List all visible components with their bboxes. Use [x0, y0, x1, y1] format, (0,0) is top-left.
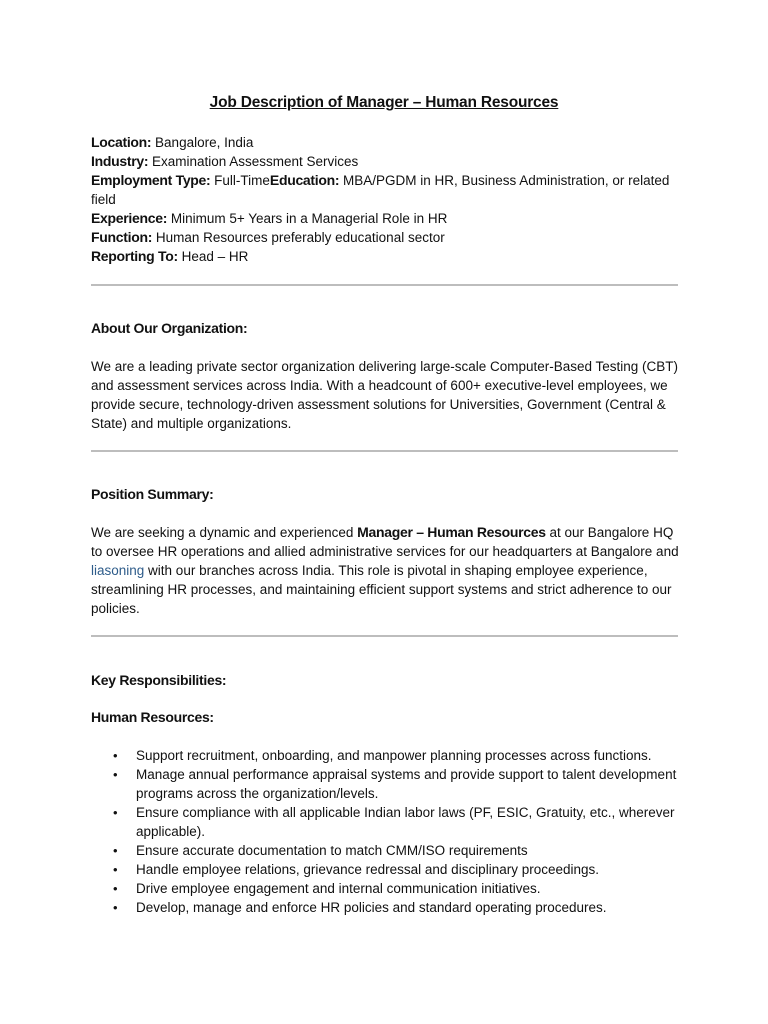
field-label: Function:	[91, 229, 153, 245]
bullet-icon: •	[113, 900, 118, 915]
field-label-education: Education:	[269, 172, 340, 188]
list-item-text: Manage annual performance appraisal systems and provide support to talent development programs across the organization/levels.	[136, 767, 677, 801]
field-value: Head – HR	[177, 249, 249, 264]
about-heading: About Our Organization:	[91, 320, 248, 336]
bullet-icon: •	[113, 748, 118, 763]
bullet-icon: •	[113, 767, 118, 782]
divider	[91, 635, 678, 637]
about-text: We are a leading private sector organization delivering large-scale Computer-Based Testing (CBT) and assessment services across India. With a headcount of 600+ executive-level employees, we provide secure, technology-driven assessment solutions for Universities, Government (Central & State) and multiple organizations.	[91, 359, 679, 431]
hr-subheading: Human Resources:	[91, 709, 214, 725]
list-item	[91, 879, 681, 898]
bullet-icon: •	[113, 843, 118, 858]
list-item-text: Ensure accurate documentation to match CMM/ISO requirements	[136, 843, 528, 858]
summary-text	[91, 523, 681, 618]
field-label: Industry:	[91, 153, 149, 169]
field-function	[91, 228, 681, 247]
field-location	[91, 133, 681, 152]
summary-text-part: We are seeking a dynamic and experienced	[91, 525, 358, 540]
divider	[91, 450, 678, 452]
field-label: Employment Type:	[91, 172, 211, 188]
list-item-text: Ensure compliance with all applicable Indian labor laws (PF, ESIC, Gratuity, etc., wherever applicable).	[136, 805, 675, 839]
field-value-education: MBA/PGDM in HR, Business Administration, or related field	[91, 173, 670, 207]
field-value: Minimum 5+ Years in a Managerial Role in HR	[167, 211, 448, 226]
field-value: Human Resources preferably educational sector	[152, 230, 445, 245]
field-industry	[91, 152, 681, 171]
job-details	[91, 133, 681, 266]
list-item	[91, 746, 681, 765]
field-value: Bangalore, India	[151, 135, 254, 150]
field-experience	[91, 209, 681, 228]
list-item	[91, 803, 681, 841]
list-item-text: Handle employee relations, grievance redressal and disciplinary proceedings.	[136, 862, 600, 877]
list-item-text: Drive employee engagement and internal communication initiatives.	[136, 881, 541, 896]
field-reporting-to	[91, 247, 681, 266]
field-label: Experience:	[91, 210, 168, 226]
field-value: Examination Assessment Services	[148, 154, 359, 169]
summary-text-part: at our Bangalore HQ to oversee HR operations and allied administrative services for our headquarters at Bangalore and	[91, 525, 679, 559]
summary-heading: Position Summary:	[91, 486, 214, 502]
responsibility-list	[91, 746, 681, 917]
field-label: Location:	[91, 134, 152, 150]
responsibilities-heading: Key Responsibilities:	[91, 672, 227, 688]
list-item	[91, 898, 681, 917]
liasoning-link[interactable]: liasoning	[91, 563, 145, 578]
document-title: Job Description of Manager – Human Resources	[209, 94, 559, 111]
field-value: Full-Time	[210, 173, 270, 188]
field-label: Reporting To:	[91, 248, 178, 264]
list-item-text: Support recruitment, onboarding, and manpower planning processes across functions.	[136, 748, 652, 763]
list-item	[91, 765, 681, 803]
field-employment-type	[91, 171, 681, 209]
list-item	[91, 860, 681, 879]
bullet-icon: •	[113, 862, 118, 877]
list-item-text: Develop, manage and enforce HR policies and standard operating procedures.	[136, 900, 607, 915]
summary-role-title: Manager – Human Resources	[357, 524, 546, 540]
bullet-icon: •	[113, 805, 118, 820]
list-item	[91, 841, 681, 860]
bullet-icon: •	[113, 881, 118, 896]
divider	[91, 284, 678, 286]
summary-text-part: with our branches across India. This role is pivotal in shaping employee experience, streamlining HR processes, and maintaining efficient support systems and strict adherence to our policies.	[91, 563, 672, 616]
